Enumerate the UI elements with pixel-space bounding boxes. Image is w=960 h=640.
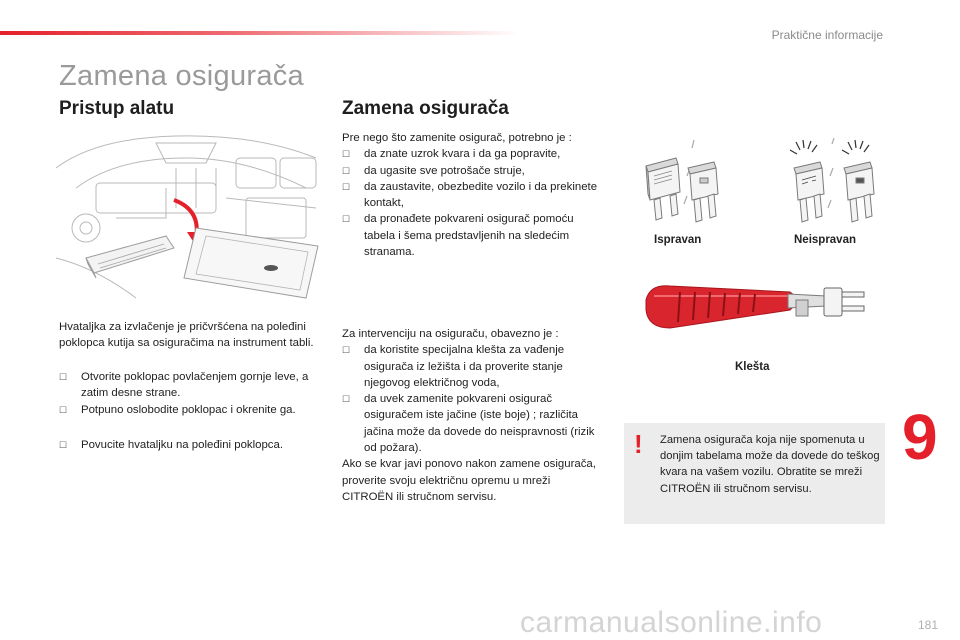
warning-exclamation-icon: !: [634, 429, 643, 459]
chapter-number: 9: [902, 401, 938, 473]
dashboard-fusebox-illustration: [56, 128, 324, 308]
page-number: 181: [917, 618, 938, 632]
middle-intro: Pre nego što zamenite osigurač, potrebno je :: [342, 132, 572, 144]
middle-list1-item: ☐ da zaustavite, obezbedite vozilo i da prekinete kontakt,: [342, 179, 604, 212]
fuse-bad-illustration: [786, 138, 886, 230]
warning-note-box: [624, 423, 885, 524]
fuse-good-label: Ispravan: [654, 234, 702, 246]
fuse-good-side-illustration: [680, 138, 730, 230]
header-accent-bar: [0, 31, 520, 35]
middle-list2-item: ☐ da uvek zamenite pokvareni osigurač osiguračem iste jačine (iste boje) ; različita jačina može da dovede do neispravnosti (rizik od požara).: [342, 391, 602, 456]
middle-list2-item: ☐ da koristite specijalna klešta za vađenje osigurača iz ležišta i da proverite stanje njegovog električnog voda,: [342, 342, 602, 391]
left-step-2: ☐ Potpuno oslobodite poklopac i okrenite ga.: [59, 402, 324, 418]
middle-outro: Ako se kvar javi ponovo nakon zamene osigurača, proverite svoju električnu opremu u mreži CITROËN ili stručnom servisu.: [342, 458, 596, 503]
left-heading: Pristup alatu: [59, 98, 175, 119]
fuse-bad-label: Neispravan: [794, 234, 857, 246]
pliers-label: Klešta: [735, 361, 770, 373]
middle-heading: Zamena osigurača: [342, 98, 509, 119]
section-title: Praktične informacije: [771, 28, 883, 42]
middle-list1-item: ☐ da pronađete pokvareni osigurač pomoću tabela i šema predstavljenih na sledećim stranama.: [342, 211, 604, 260]
warning-note-text: Zamena osigurača koja nije spomenuta u donjim tabelama može da dovede do teškog kvara na vašem vozilu. Obratite se mreži CITROËN ili stručnom servisu.: [660, 434, 880, 495]
page-title: Zamena osigurača: [59, 60, 304, 92]
middle-list1-item: ☐ da znate uzrok kvara i da ga popravite,: [342, 146, 604, 162]
fuse-pliers-illustration: [640, 270, 870, 350]
left-step-1: ☐ Otvorite poklopac povlačenjem gornje leve, a zatim desne strane.: [59, 369, 324, 402]
middle-intro2: Za intervenciju na osiguraču, obavezno je :: [342, 328, 559, 340]
watermark: carmanualsonline.info: [520, 606, 823, 639]
middle-list1-item: ☐ da ugasite sve potrošače struje,: [342, 163, 604, 179]
left-intro: Hvataljka za izvlačenje je pričvršćena na poleđini poklopca kutija sa osiguračima na instrument tabli.: [59, 321, 314, 350]
left-step-3: ☐ Povucite hvataljku na poleđini poklopca.: [59, 437, 324, 453]
